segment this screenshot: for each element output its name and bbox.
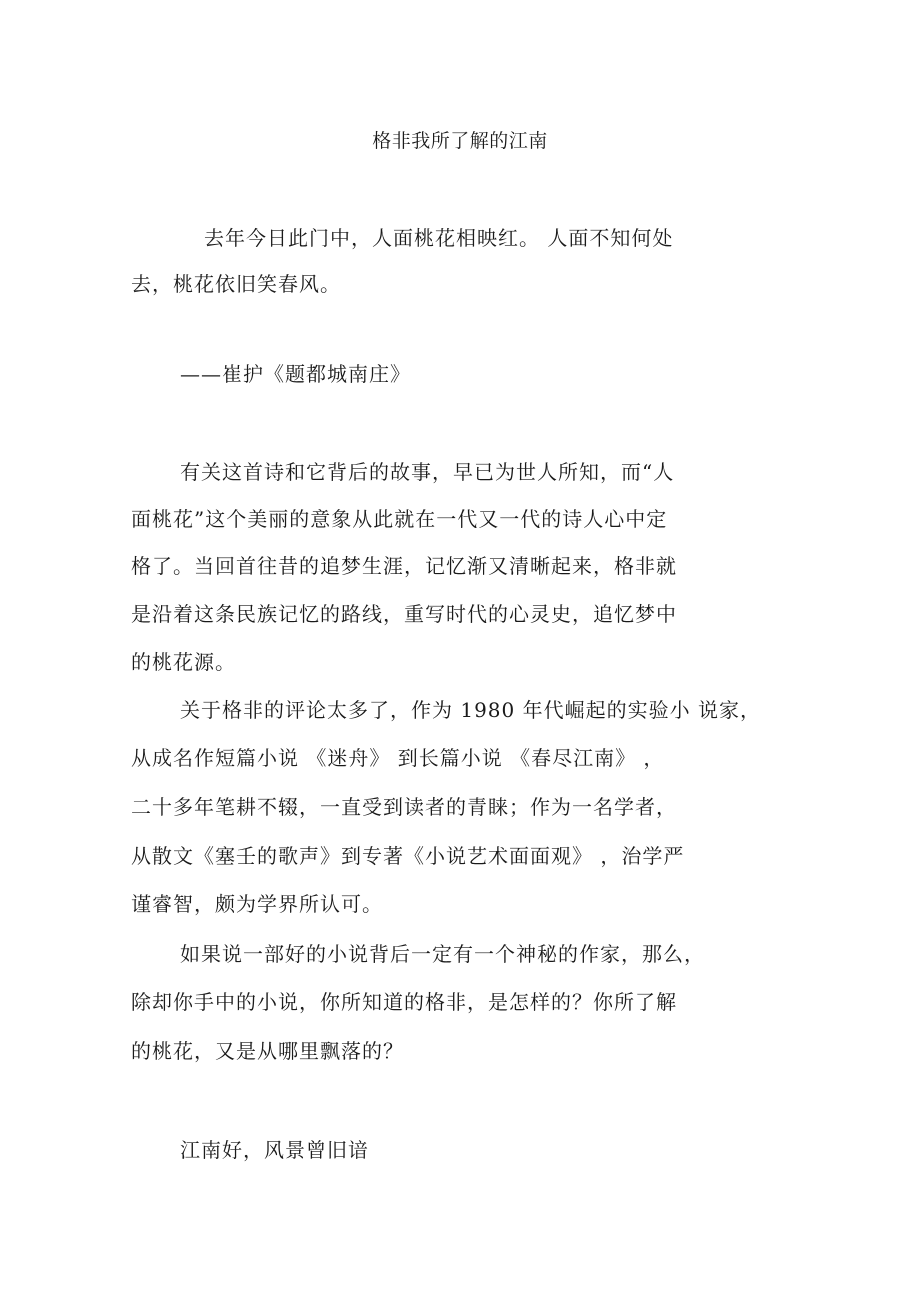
paragraph-line: 是沿着这条民族记忆的路线，重写时代的心灵史，追忆梦中 <box>131 602 677 626</box>
document-title: 格非我所了解的江南 <box>372 130 548 152</box>
paragraph-line: 的桃花，又是从哪里飘落的？ <box>131 1039 404 1063</box>
paragraph-line: 谨睿智，颇为学界所认可。 <box>131 892 383 916</box>
paragraph-line: 格了。当回首往昔的追梦生涯，记忆渐又清晰起来，格非就 <box>131 554 677 578</box>
paragraph-line: 从成名作短篇小说 《迷舟》 到长篇小说 《春尽江南》 ， <box>131 746 665 770</box>
paragraph-line: 面桃花”这个美丽的意象从此就在一代又一代的诗人心中定 <box>131 507 668 531</box>
paragraph-line: 关于格非的评论太多了，作为 1980 年代崛起的实验小 说家， <box>180 698 761 722</box>
poem-line: 去年今日此门中，人面桃花相映红。 人面不知何处 <box>204 226 674 250</box>
paragraph-line: 从散文《塞壬的歌声》到专著《小说艺术面面观》 ，治学严 <box>131 844 685 868</box>
paragraph-line: 如果说一部好的小说背后一定有一个神秘的作家，那么， <box>180 942 705 966</box>
section-heading: 江南好，风景曾旧谙 <box>180 1138 369 1162</box>
paragraph-line: 有关这首诗和它背后的故事，早已为世人所知，而“人 <box>180 460 675 484</box>
paragraph-line: 二十多年笔耕不辍，一直受到读者的青睐；作为一名学者， <box>131 795 677 819</box>
poem-attribution: ——崔护《题都城南庄》 <box>180 362 411 386</box>
paragraph-line: 除却你手中的小说，你所知道的格非，是怎样的？你所了解 <box>131 990 677 1014</box>
paragraph-line: 的桃花源。 <box>131 650 236 674</box>
poem-line: 去，桃花依旧笑春风。 <box>131 272 341 296</box>
